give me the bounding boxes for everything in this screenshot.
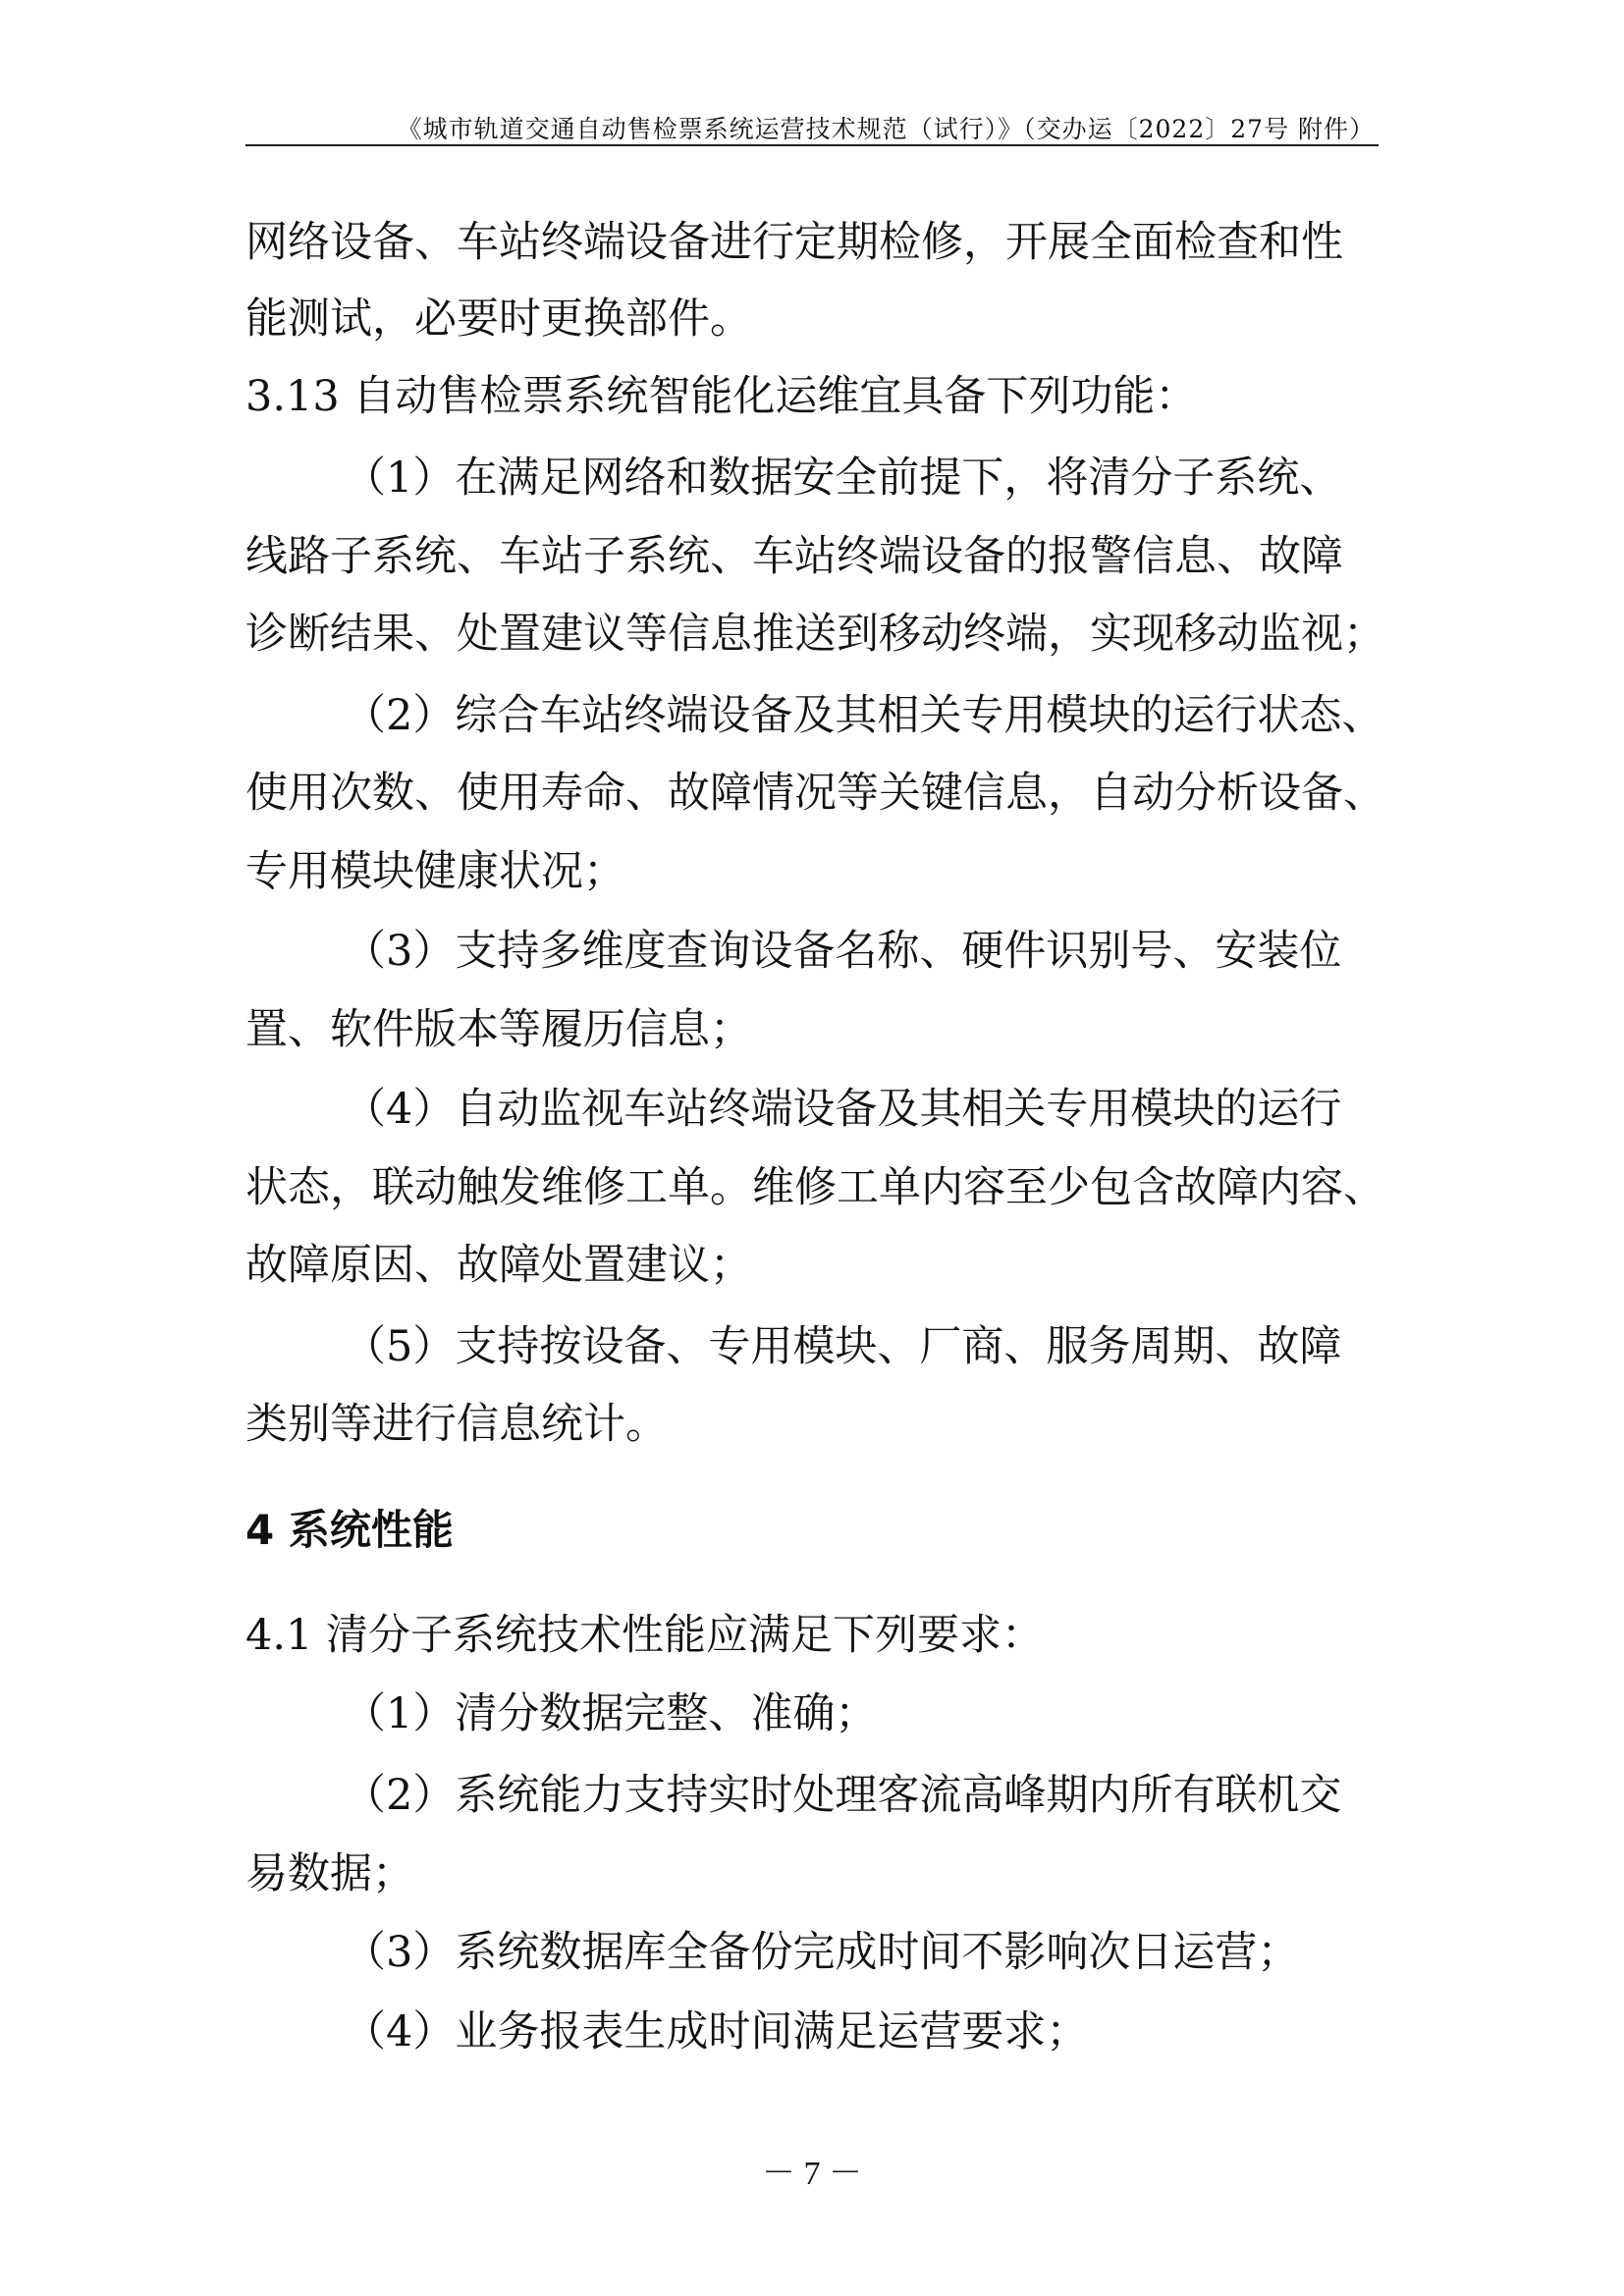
body-line: 能测试，必要时更换部件。	[245, 294, 752, 344]
list-item-line: （1）在满足网络和数据安全前提下，将清分子系统、	[344, 454, 1342, 503]
body-line: 线路子系统、车站子系统、车站终端设备的报警信息、故障	[245, 532, 1343, 581]
body-line: 使用次数、使用寿命、故障情况等关键信息，自动分析设备、	[245, 769, 1385, 818]
body-line: 专用模块健康状况；	[245, 847, 625, 896]
list-item-line: （3）系统数据库全备份完成时间不影响次日运营；	[344, 1928, 1300, 1977]
list-item-line: （5）支持按设备、专用模块、厂商、服务周期、故障	[344, 1322, 1342, 1371]
list-item-line: （4）自动监视车站终端设备及其相关专用模块的运行	[344, 1085, 1342, 1134]
clause-3-13-heading: 3.13 自动售检票系统智能化运维宜具备下列功能：	[245, 372, 1198, 421]
clause-4-1-heading: 4.1 清分子系统技术性能应满足下列要求：	[245, 1611, 1045, 1660]
list-item-line: （1）清分数据完整、准确；	[344, 1689, 878, 1738]
body-line: 置、软件版本等履历信息；	[245, 1005, 752, 1054]
list-item-line: （4）业务报表生成时间满足运营要求；	[344, 2007, 1089, 2056]
body-line: 故障原因、故障处置建议；	[245, 1241, 752, 1290]
body-line: 诊断结果、处置建议等信息推送到移动终端，实现移动监视；	[245, 610, 1385, 659]
header-rule	[245, 144, 1379, 146]
body-line: 网络设备、车站终端设备进行定期检修，开展全面检查和性	[245, 218, 1343, 267]
body-line: 类别等进行信息统计。	[245, 1400, 668, 1449]
running-header: 《城市轨道交通自动售检票系统运营技术规范（试行）》（交办运〔2022〕27号 附件）	[397, 115, 1375, 143]
page-number: － 7 －	[762, 2156, 862, 2192]
section-heading: 4 系统性能	[245, 1506, 454, 1554]
body-line: 易数据；	[245, 1849, 414, 1898]
list-item-line: （2）综合车站终端设备及其相关专用模块的运行状态、	[344, 691, 1384, 740]
body-line: 状态，联动触发维修工单。维修工单内容至少包含故障内容、	[245, 1163, 1385, 1212]
list-item-line: （2）系统能力支持实时处理客流高峰期内所有联机交	[344, 1771, 1342, 1820]
list-item-line: （3）支持多维度查询设备名称、硬件识别号、安装位	[344, 927, 1342, 976]
